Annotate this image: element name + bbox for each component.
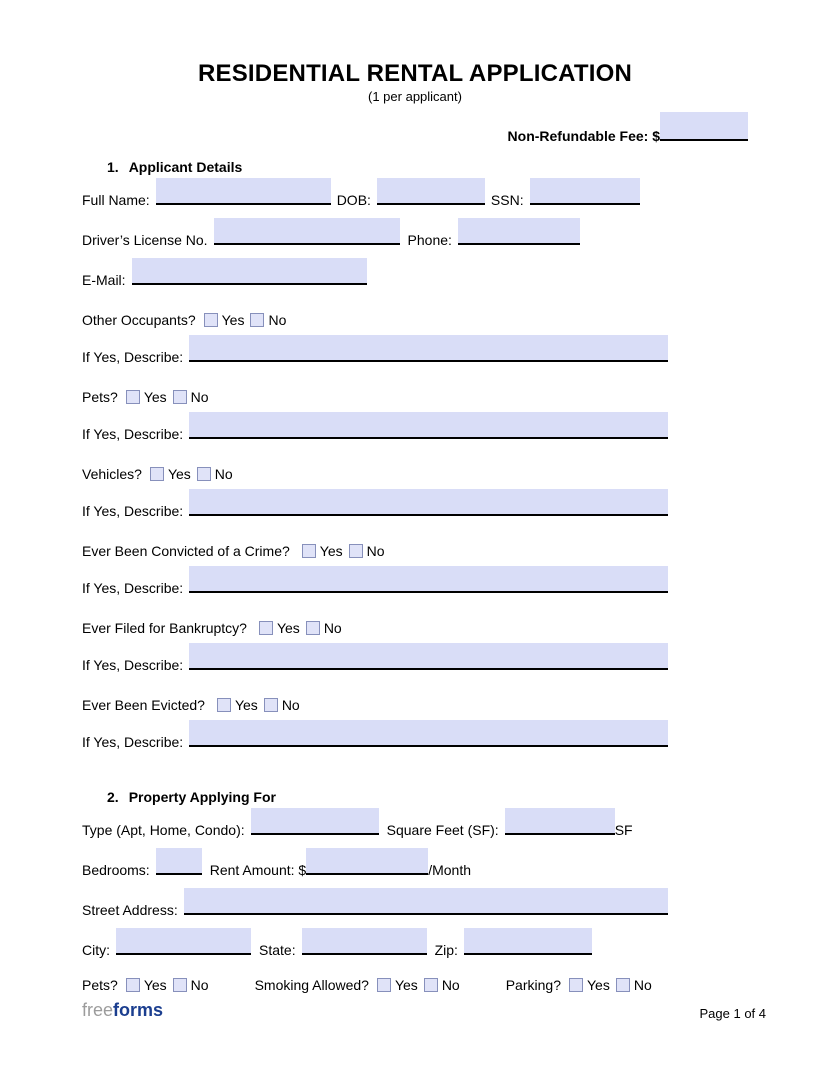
if-yes-describe-label: If Yes, Describe: (82, 580, 184, 596)
page-indicator: Page 1 of 4 (699, 1006, 766, 1021)
vehicles-yes-checkbox[interactable] (150, 467, 164, 481)
sf-suffix-label: SF (614, 822, 633, 838)
pets-yes-checkbox[interactable] (126, 390, 140, 404)
drivers-license-label: Driver’s License No. (82, 232, 208, 248)
yes-label: Yes (319, 543, 343, 559)
bedrooms-field[interactable] (156, 848, 202, 875)
parking-yes-checkbox[interactable] (569, 978, 583, 992)
type-field[interactable] (251, 808, 379, 835)
dob-field[interactable] (377, 178, 485, 205)
page-subtitle: (1 per applicant) (368, 89, 462, 104)
section-1-heading (82, 159, 748, 176)
evicted-label: Ever Been Evicted? (82, 697, 205, 713)
convicted-describe-field[interactable] (189, 566, 668, 593)
evicted-describe-row (82, 720, 748, 750)
state-field[interactable] (302, 928, 427, 955)
no-label: No (190, 977, 209, 993)
if-yes-describe-label: If Yes, Describe: (82, 503, 184, 519)
bedrooms-rent-row (82, 848, 748, 878)
street-address-label: Street Address: (82, 902, 178, 918)
logo-forms-text: forms (113, 1000, 164, 1020)
section-1-title: Applicant Details (128, 159, 243, 175)
city-state-zip-row (82, 928, 748, 958)
pets2-yes-checkbox[interactable] (126, 978, 140, 992)
no-label: No (190, 389, 209, 405)
rent-amount-label: Rent Amount: $ (209, 862, 307, 878)
zip-label: Zip: (434, 942, 458, 958)
full-name-field[interactable] (156, 178, 331, 205)
other-occupants-label: Other Occupants? (82, 312, 196, 328)
bankruptcy-describe-field[interactable] (189, 643, 668, 670)
other-occupants-describe-field[interactable] (189, 335, 668, 362)
drivers-license-field[interactable] (214, 218, 400, 245)
per-month-label: /Month (428, 862, 472, 878)
vehicles-describe-field[interactable] (189, 489, 668, 516)
vehicles-no-checkbox[interactable] (197, 467, 211, 481)
parking-no-checkbox[interactable] (616, 978, 630, 992)
ssn-label: SSN: (490, 192, 524, 208)
no-label: No (441, 977, 460, 993)
section-2-title: Property Applying For (128, 789, 276, 805)
yes-label: Yes (143, 389, 167, 405)
vehicles-label: Vehicles? (82, 466, 142, 482)
street-address-field[interactable] (184, 888, 668, 915)
evicted-describe-field[interactable] (189, 720, 668, 747)
state-label: State: (259, 942, 296, 958)
pets-no-checkbox[interactable] (173, 390, 187, 404)
page-title: RESIDENTIAL RENTAL APPLICATION (197, 60, 632, 87)
section-2-number: 2. (107, 789, 119, 805)
street-address-row (82, 888, 748, 918)
vehicles-describe-row (82, 489, 748, 519)
pets-label: Pets? (82, 389, 118, 405)
other-occupants-no-checkbox[interactable] (250, 313, 264, 327)
yes-label: Yes (221, 312, 245, 328)
other-occupants-row (82, 311, 748, 329)
if-yes-describe-label: If Yes, Describe: (82, 349, 184, 365)
other-occupants-yes-checkbox[interactable] (204, 313, 218, 327)
type-label: Type (Apt, Home, Condo): (82, 822, 245, 838)
if-yes-describe-label: If Yes, Describe: (82, 734, 184, 750)
no-label: No (268, 312, 287, 328)
no-label: No (214, 466, 233, 482)
dob-label: DOB: (336, 192, 371, 208)
phone-label: Phone: (407, 232, 452, 248)
convicted-no-checkbox[interactable] (349, 544, 363, 558)
pets-describe-field[interactable] (189, 412, 668, 439)
no-label: No (366, 543, 385, 559)
no-label: No (323, 620, 342, 636)
email-field[interactable] (132, 258, 367, 285)
bankruptcy-row (82, 619, 748, 637)
convicted-row (82, 542, 748, 560)
yes-label: Yes (586, 977, 610, 993)
pets-row (82, 388, 748, 406)
smoking-yes-checkbox[interactable] (377, 978, 391, 992)
parking-label: Parking? (505, 977, 561, 993)
smoking-no-checkbox[interactable] (424, 978, 438, 992)
evicted-no-checkbox[interactable] (264, 698, 278, 712)
other-occupants-describe-row (82, 335, 748, 365)
city-field[interactable] (116, 928, 251, 955)
zip-field[interactable] (464, 928, 592, 955)
convicted-describe-row (82, 566, 748, 596)
yes-label: Yes (167, 466, 191, 482)
ssn-field[interactable] (530, 178, 640, 205)
yes-label: Yes (234, 697, 258, 713)
yes-label: Yes (394, 977, 418, 993)
section-2-heading (82, 789, 748, 806)
amenities-row (82, 976, 748, 994)
evicted-yes-checkbox[interactable] (217, 698, 231, 712)
drivers-license-row (82, 218, 748, 248)
if-yes-describe-label: If Yes, Describe: (82, 426, 184, 442)
bankruptcy-label: Ever Filed for Bankruptcy? (82, 620, 247, 636)
no-label: No (633, 977, 652, 993)
convicted-yes-checkbox[interactable] (302, 544, 316, 558)
property-type-row (82, 808, 748, 838)
if-yes-describe-label: If Yes, Describe: (82, 657, 184, 673)
no-label: No (281, 697, 300, 713)
full-name-row (82, 178, 748, 208)
vehicles-row (82, 465, 748, 483)
convicted-label: Ever Been Convicted of a Crime? (82, 543, 290, 559)
yes-label: Yes (276, 620, 300, 636)
smoking-label: Smoking Allowed? (254, 977, 369, 993)
pets2-no-checkbox[interactable] (173, 978, 187, 992)
square-feet-label: Square Feet (SF): (386, 822, 499, 838)
rent-amount-field[interactable] (306, 848, 428, 875)
email-label: E-Mail: (82, 272, 126, 288)
logo-free-text: free (82, 1000, 114, 1020)
evicted-row (82, 696, 748, 714)
square-feet-field[interactable] (505, 808, 615, 835)
pets2-label: Pets? (82, 977, 118, 993)
section-1-number: 1. (107, 159, 119, 175)
bankruptcy-yes-checkbox[interactable] (259, 621, 273, 635)
bedrooms-label: Bedrooms: (82, 862, 150, 878)
full-name-label: Full Name: (82, 192, 150, 208)
fee-field[interactable] (660, 112, 748, 141)
freeforms-logo (82, 1000, 163, 1020)
bankruptcy-no-checkbox[interactable] (306, 621, 320, 635)
bankruptcy-describe-row (82, 643, 748, 673)
fee-label: Non-Refundable Fee: $ (507, 128, 660, 144)
fee-row (82, 112, 748, 144)
yes-label: Yes (143, 977, 167, 993)
phone-field[interactable] (458, 218, 580, 245)
pets-describe-row (82, 412, 748, 442)
email-row (82, 258, 748, 288)
city-label: City: (82, 942, 110, 958)
